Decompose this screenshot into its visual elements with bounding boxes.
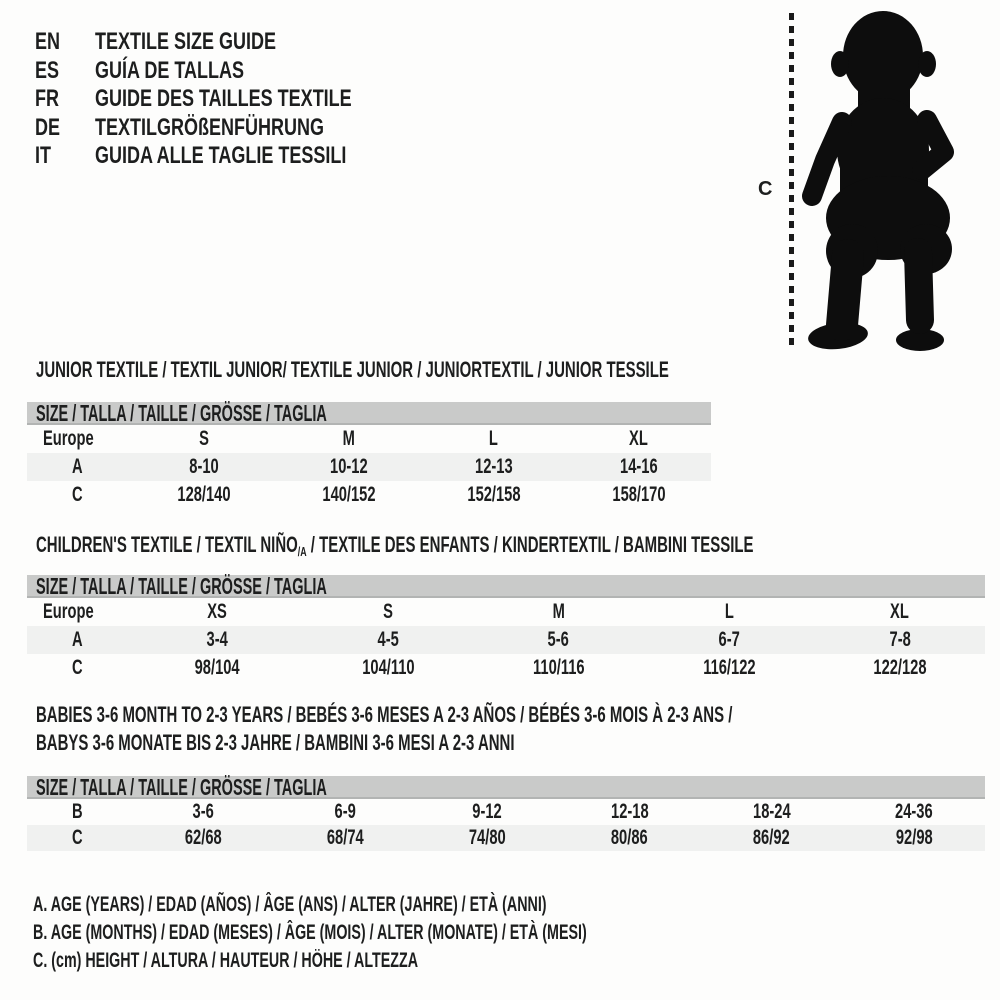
value-cell: 24-36: [895, 800, 933, 823]
size-header-bar: SIZE / TALLA / TAILLE / GRÖSSE / TAGLIA: [27, 402, 711, 425]
note-line: A. AGE (YEARS) / EDAD (AÑOS) / ÂGE (ANS) / ALTER (JAHRE) / ETÀ (ANNI): [33, 893, 547, 916]
row-label-cell: C: [71, 483, 83, 506]
size-cell: M: [552, 600, 565, 623]
section-title-babies: BABIES 3-6 MONTH TO 2-3 YEARS / BEBÉS 3-6 MESES A 2-3 AÑOS / BÉBÉS 3-6 MOIS À 2-3 ANS / BABYS 3-6 MONATE BIS 2-3 JAHRE / BAMBINI 3-6 MESI A 2-3 ANNI: [36, 702, 733, 755]
size-table-babies: [27, 776, 985, 851]
size-table-junior: [27, 402, 711, 509]
value-cell: 104/110: [361, 656, 415, 679]
language-title: TEXTILE SIZE GUIDE: [95, 28, 277, 56]
size-header-bar: SIZE / TALLA / TAILLE / GRÖSSE / TAGLIA: [27, 776, 985, 799]
row-label-cell: Europe: [43, 427, 94, 450]
section-title-junior: JUNIOR TEXTILE / TEXTIL JUNIOR/ TEXTILE JUNIOR / JUNIORTEXTIL / JUNIOR TESSILE: [36, 357, 669, 382]
table-row: [27, 481, 711, 509]
value-cell: 128/140: [177, 483, 231, 506]
language-row: [35, 142, 437, 171]
language-code: DE: [35, 113, 61, 141]
value-cell: 122/128: [873, 656, 927, 679]
row-label-cell: C: [71, 656, 83, 679]
note-line: C. (cm) HEIGHT / ALTURA / HAUTEUR / HÖHE / ALTEZZA: [33, 949, 419, 972]
value-cell: 68/74: [326, 826, 364, 849]
size-cell: XL: [890, 600, 910, 623]
value-cell: 152/158: [467, 483, 521, 506]
value-cell: 62/68: [184, 826, 222, 849]
value-cell: 3-4: [206, 628, 228, 651]
value-cell: 92/98: [895, 826, 933, 849]
language-row: [35, 28, 437, 57]
value-cell: 8-10: [189, 455, 220, 478]
value-cell: 12-18: [610, 800, 649, 823]
value-cell: 12-13: [475, 455, 513, 478]
table-row: [27, 825, 985, 851]
table-row: [27, 799, 985, 825]
section-title-children: CHILDREN'S TEXTILE / TEXTIL NIÑO/A / TEXTILE DES ENFANTS / KINDERTEXTIL / BAMBINI TESSILE: [36, 531, 754, 559]
height-marker-label: C: [758, 178, 773, 200]
value-cell: 7-8: [889, 628, 911, 651]
value-cell: 116/122: [702, 656, 756, 679]
height-figure: [730, 0, 1000, 360]
language-code: IT: [35, 142, 51, 170]
value-cell: 18-24: [752, 800, 791, 823]
value-cell: 6-7: [718, 628, 740, 651]
language-row: [35, 57, 437, 86]
table-row: [27, 598, 985, 626]
value-cell: 140/152: [322, 483, 376, 506]
row-label-cell: B: [71, 800, 83, 823]
table-row: [27, 453, 711, 481]
language-code: FR: [35, 85, 59, 113]
row-label-cell: Europe: [43, 600, 94, 623]
table-row: [27, 425, 711, 453]
table-row: [27, 654, 985, 682]
value-cell: 86/92: [753, 826, 791, 849]
baby-silhouette-icon: [730, 0, 1000, 360]
language-title: GUIDE DES TAILLES TEXTILE: [95, 85, 352, 113]
language-row: [35, 85, 437, 114]
value-cell: 6-9: [334, 800, 356, 823]
size-cell: L: [724, 600, 734, 623]
value-cell: 3-6: [192, 800, 214, 823]
row-label-cell: A: [71, 628, 83, 651]
size-cell: S: [382, 600, 393, 623]
value-cell: 110/116: [532, 656, 585, 679]
value-cell: 74/80: [468, 826, 506, 849]
size-cell: M: [343, 427, 356, 450]
nino-a-subscript: /A: [297, 543, 307, 559]
value-cell: 4-5: [377, 628, 399, 651]
size-cell: XS: [207, 600, 228, 623]
language-title: TEXTILGRÖßENFÜHRUNG: [95, 113, 324, 141]
language-title: GUÍA DE TALLAS: [95, 56, 244, 84]
value-cell: 10-12: [330, 455, 368, 478]
value-cell: 5-6: [547, 628, 570, 651]
language-code: ES: [35, 56, 60, 84]
size-cell: L: [489, 427, 499, 450]
value-cell: 98/104: [194, 656, 240, 679]
value-cell: 158/170: [612, 483, 666, 506]
value-cell: 9-12: [472, 800, 503, 823]
legend-notes: [33, 891, 847, 975]
language-code: EN: [35, 28, 61, 56]
size-table-children: [27, 575, 985, 682]
size-header-bar: SIZE / TALLA / TAILLE / GRÖSSE / TAGLIA: [27, 575, 985, 598]
note-line: B. AGE (MONTHS) / EDAD (MESES) / ÂGE (MOIS) / ALTER (MONATE) / ETÀ (MESI): [33, 921, 587, 944]
value-cell: 14-16: [619, 455, 658, 478]
row-label-cell: A: [71, 455, 83, 478]
language-title: GUIDA ALLE TAGLIE TESSILI: [95, 142, 347, 170]
row-label-cell: C: [71, 826, 83, 849]
language-list: [35, 28, 437, 171]
table-row: [27, 626, 985, 654]
size-cell: XL: [629, 427, 649, 450]
language-row: [35, 114, 437, 143]
size-cell: S: [199, 427, 210, 450]
value-cell: 80/86: [611, 826, 648, 849]
